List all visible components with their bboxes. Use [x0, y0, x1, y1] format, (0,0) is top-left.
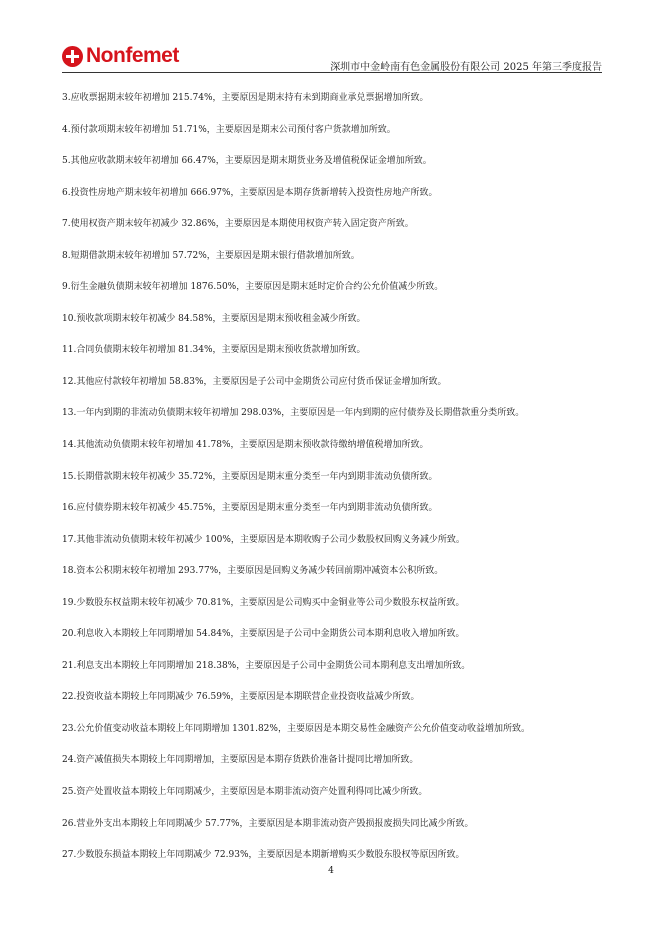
logo-mark-icon — [62, 46, 83, 67]
company-logo — [62, 44, 179, 68]
list-item: 10.预收款项期末较年初减少 84.58%，主要原因是期末预收租金减少所致。 — [62, 313, 366, 324]
explanation-list — [62, 92, 602, 881]
list-item: 12.其他应付款较年初增加 58.83%，主要原因是子公司中金期货公司应付货币保证金增加所致。 — [62, 376, 447, 387]
list-item: 4.预付款项期末较年初增加 51.71%，主要原因是期末公司预付客户货款增加所致。 — [62, 124, 396, 135]
list-item: 23.公允价值变动收益本期较上年同期增加 1301.82%，主要原因是本期交易性金融资产公允价值变动收益增加所致。 — [62, 723, 530, 734]
list-item: 21.利息支出本期较上年同期增加 218.38%，主要原因是子公司中金期货公司本期利息支出增加所致。 — [62, 660, 471, 671]
list-item: 8.短期借款期末较年初增加 57.72%，主要原因是期末银行借款增加所致。 — [62, 250, 360, 261]
logo-text: Nonfemet — [86, 44, 179, 67]
list-item: 24.资产减值损失本期较上年同期增加，主要原因是本期存货跌价准备计提同比增加所致。 — [62, 755, 419, 766]
list-item: 22.投资收益本期较上年同期减少 76.59%，主要原因是本期联营企业投资收益减少所致。 — [62, 692, 420, 703]
page-number: 4 — [328, 866, 334, 876]
report-title: 深圳市中金岭南有色金属股份有限公司 2025 年第三季度报告 — [330, 62, 602, 73]
list-item: 7.使用权资产期末较年初减少 32.86%，主要原因是本期使用权资产转入固定资产所致。 — [62, 219, 414, 230]
list-item: 9.衍生金融负债期末较年初增加 1876.50%，主要原因是期末延时定价合约公允价值减少所致。 — [62, 282, 444, 293]
page-header — [62, 44, 602, 72]
list-item: 6.投资性房地产期末较年初增加 666.97%，主要原因是本期存货新增转入投资性房地产所致。 — [62, 187, 438, 198]
list-item: 5.其他应收款期末较年初增加 66.47%，主要原因是期末期货业务及增值税保证金增加所致。 — [62, 156, 432, 167]
header-divider — [62, 72, 602, 73]
list-item: 26.营业外支出本期较上年同期减少 57.77%，主要原因是本期非流动资产毁损报废损失同比减少所致。 — [62, 818, 474, 829]
list-item: 11.合同负债期末较年初增加 81.34%，主要原因是期末预收货款增加所致。 — [62, 345, 366, 356]
list-item: 25.资产处置收益本期较上年同期减少，主要原因是本期非流动资产处置利得同比减少所致。 — [62, 787, 428, 798]
list-item: 13.一年内到期的非流动负债期末较年初增加 298.03%，主要原因是一年内到期的应付债券及长期借款重分类所致。 — [62, 408, 525, 419]
list-item: 20.利息收入本期较上年同期增加 54.84%，主要原因是子公司中金期货公司本期利息收入增加所致。 — [62, 629, 465, 640]
list-item: 17.其他非流动负债期末较年初减少 100%，主要原因是本期收购子公司少数股权回购义务减少所致。 — [62, 534, 465, 545]
list-item: 16.应付债券期末较年初减少 45.75%，主要原因是期末重分类至一年内到期非流动负债所致。 — [62, 503, 438, 514]
list-item: 18.资本公积期末较年初增加 293.77%，主要原因是回购义务减少转回前期冲减资本公积所致。 — [62, 566, 444, 577]
list-item: 15.长期借款期末较年初减少 35.72%，主要原因是期末重分类至一年内到期非流动负债所致。 — [62, 471, 438, 482]
list-item: 19.少数股东权益期末较年初减少 70.81%，主要原因是公司购买中金铜业等公司少数股东权益所致。 — [62, 597, 465, 608]
list-item: 27.少数股东损益本期较上年同期减少 72.93%，主要原因是本期新增购买少数股东股权等原因所致。 — [62, 850, 465, 861]
list-item: 3.应收票据期末较年初增加 215.74%，主要原因是期末持有未到期商业承兑票据增加所致。 — [62, 93, 429, 103]
list-item: 14.其他流动负债期末较年初增加 41.78%，主要原因是期末预收款待缴纳增值税增加所致。 — [62, 440, 429, 451]
